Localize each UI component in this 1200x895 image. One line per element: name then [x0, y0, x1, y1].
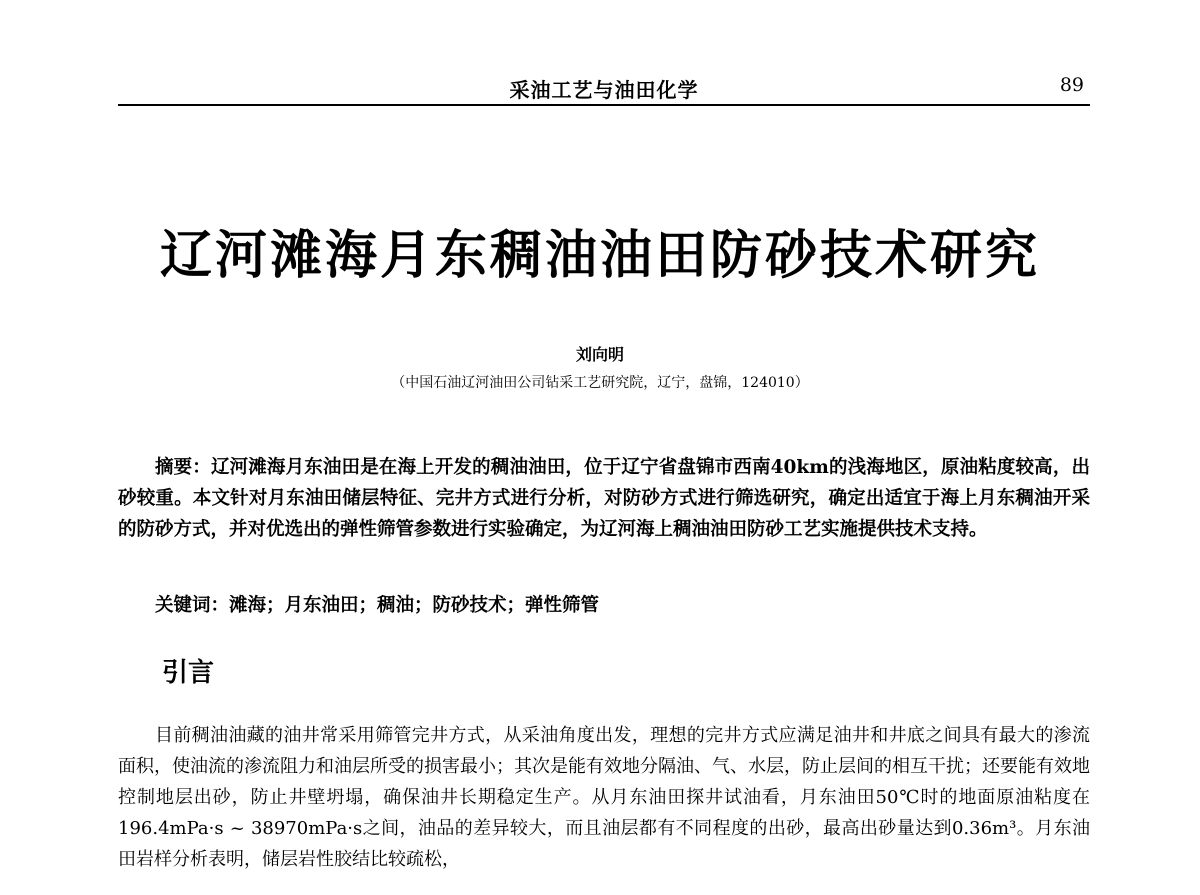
abstract-text: 辽河滩海月东油田是在海上开发的稠油油田，位于辽宁省盘锦市西南40km的浅海地区，原油粘度较高，出砂较重。本文针对月东油田储层特征、完井方式进行分析，对防砂方式进行筛选研究，确定出适宜于海上月东稠油开采的防砂方式，并对优选出的弹性筛管参数进行实验确定，为辽河海上稠油油田防砂工艺实施提供技术支持。	[118, 457, 1090, 540]
author-name: 刘向明	[575, 345, 624, 364]
abstract-label: 摘要：	[155, 457, 211, 478]
journal-name: 采油工艺与油田化学	[509, 78, 699, 102]
section-heading: 引言	[162, 658, 215, 688]
page-number: 89	[1059, 74, 1084, 96]
keywords-text: 滩海；月东油田；稠油；防砂技术；弹性筛管	[229, 595, 600, 616]
keywords-label: 关键词：	[155, 595, 230, 616]
keywords	[155, 590, 1090, 621]
body-paragraph: 目前稠油油藏的油井常采用筛管完井方式，从采油角度出发，理想的完井方式应满足油井和井底之间具有最大的渗流面积，使油流的渗流阻力和油层所受的损害最小；其次是能有效地分隔油、气、水层，防止层间的相互干扰；还要能有效地控制地层出砂，防止井壁坍塌，确保油井长期稳定生产。从月东油田探井试油看，月东油田50℃时的地面原油粘度在196.4mPa·s ~ 38970mPa·s之间，油品的差异较大，而且油层都有不同程度的出砂，最高出砂量达到0.36m³。月东油田岩样分析表明，储层岩性胶结比较疏松，	[118, 725, 1090, 870]
abstract	[118, 452, 1090, 545]
running-header	[118, 70, 1090, 106]
author-affiliation: （中国石油辽河油田公司钻采工艺研究院，辽宁，盘锦，124010）	[391, 375, 809, 391]
paper-title: 辽河滩海月东稠油油田防砂技术研究	[159, 226, 1040, 286]
